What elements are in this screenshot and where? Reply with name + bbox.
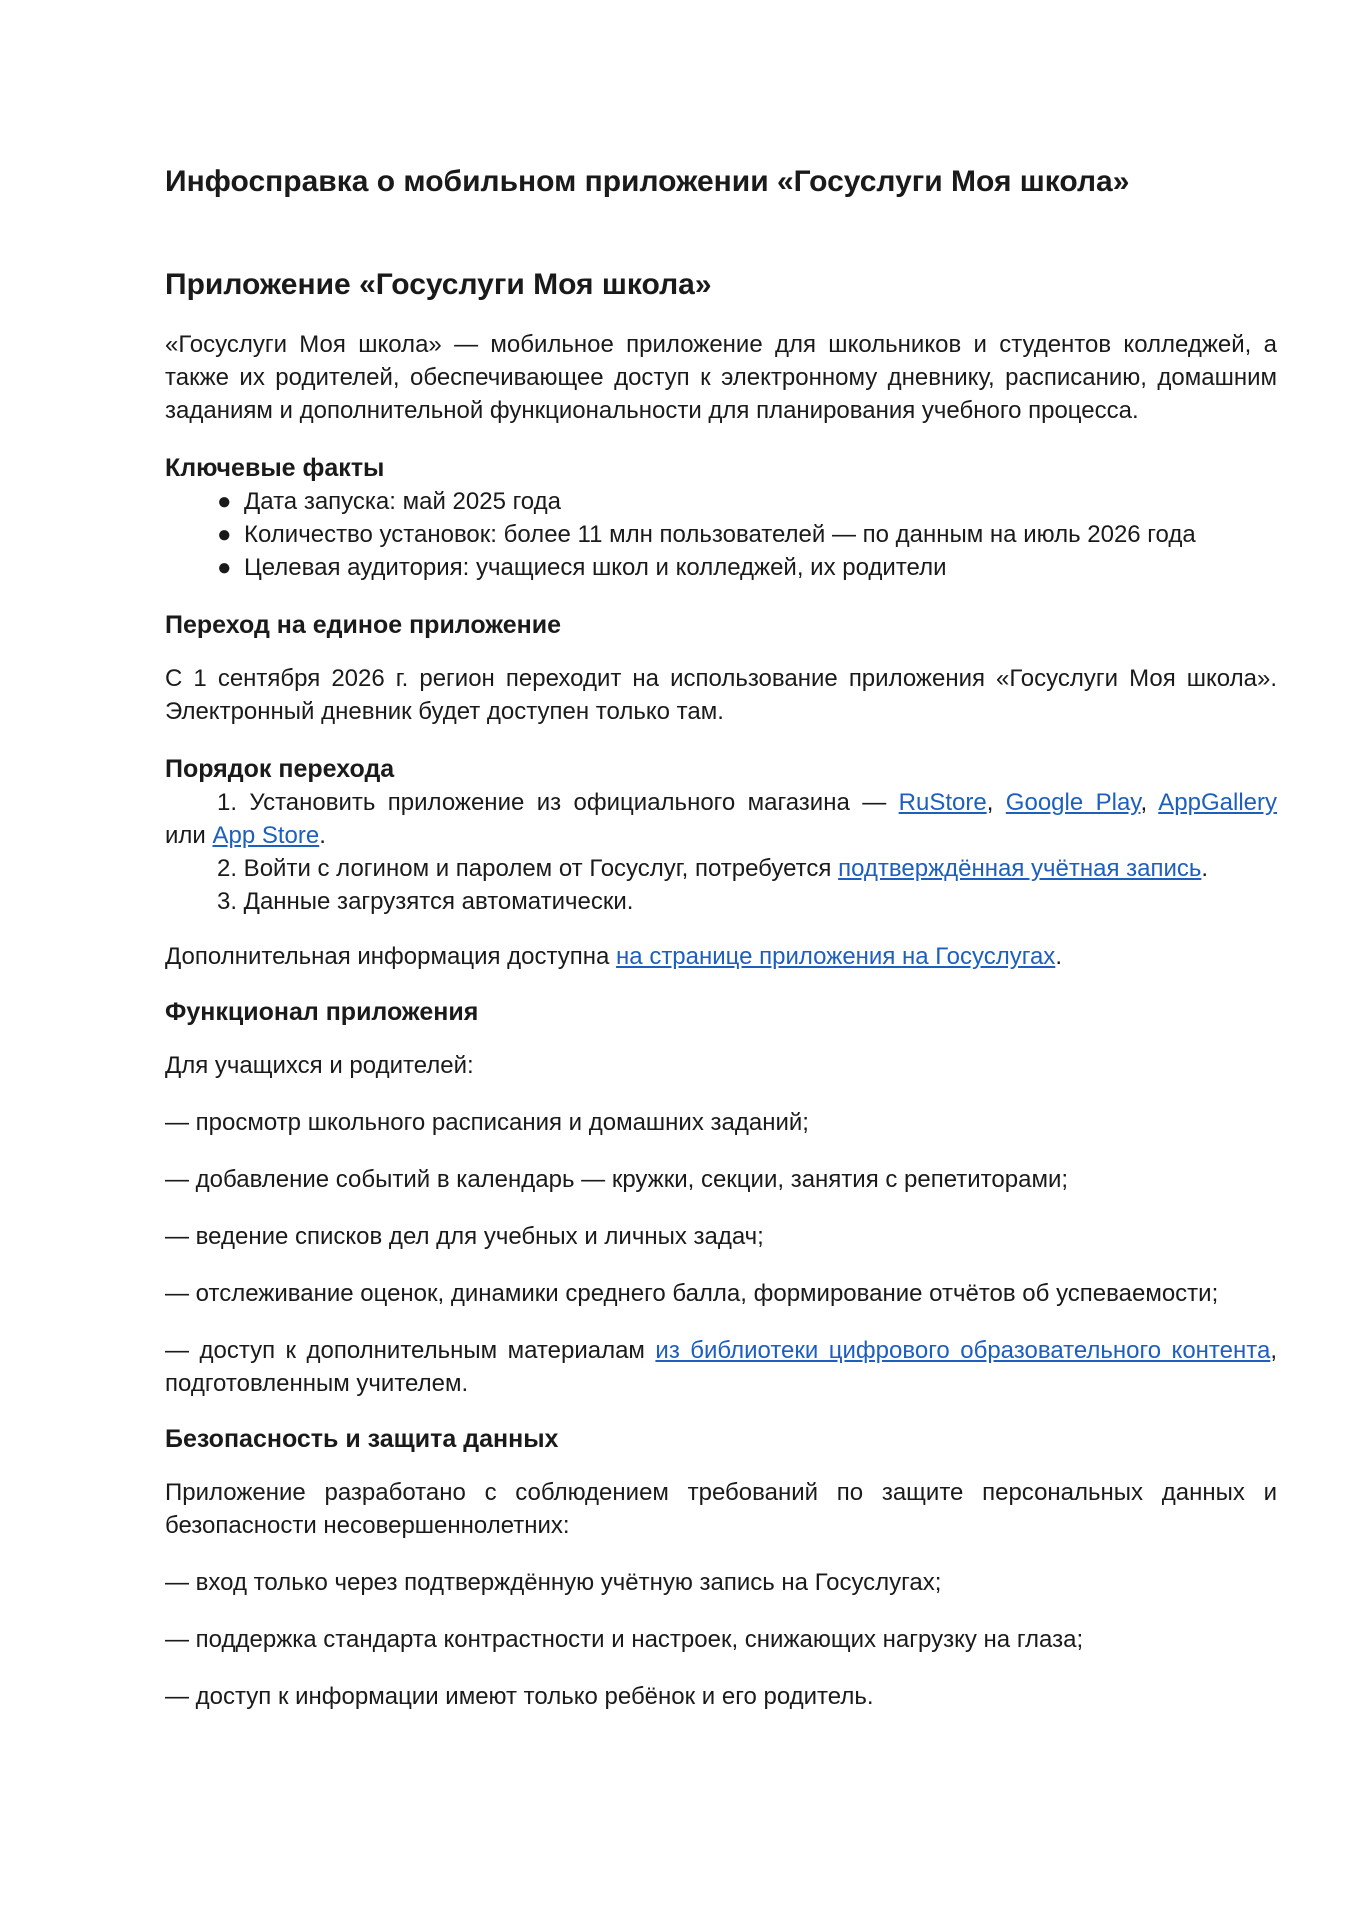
list-item: ● Целевая аудитория: учащиеся школ и колледжей, их родители xyxy=(217,551,1277,584)
google-play-link[interactable]: Google Play xyxy=(1005,789,1141,816)
security-item: — доступ к информации имеют только ребёнок и его родитель. xyxy=(165,1683,874,1710)
verified-account-link[interactable]: подтверждённая учётная запись xyxy=(838,855,1202,882)
bullet-icon: ● xyxy=(217,554,232,581)
security-item: — поддержка стандарта контрастности и настроек, снижающих нагрузку на глаза; xyxy=(165,1626,1084,1653)
feature-item: — просмотр школьного расписания и домашних заданий; xyxy=(165,1109,809,1136)
step-2: 2. Войти с логином и паролем от Госуслуг, потребуется подтверждённая учётная запись. xyxy=(217,855,1209,882)
bullet-icon: ● xyxy=(217,521,232,548)
gosuslugi-app-page-link[interactable]: на странице приложения на Госуслугах xyxy=(616,943,1056,970)
rustore-link[interactable]: RuStore xyxy=(898,789,987,816)
feature-item: — ведение списков дел для учебных и личных задач; xyxy=(165,1223,764,1250)
feature-item: — добавление событий в календарь — кружки, секции, занятия с репетиторами; xyxy=(165,1166,1069,1193)
features-heading: Функционал приложения xyxy=(165,998,479,1026)
list-item: ● Дата запуска: май 2025 года xyxy=(217,485,1277,518)
features-intro: Для учащихся и родителей: xyxy=(165,1052,474,1079)
app-section-heading: Приложение «Госуслуги Моя школа» xyxy=(165,268,712,301)
security-item: — вход только через подтверждённую учётную запись на Госуслугах; xyxy=(165,1569,942,1596)
page-title: Инфосправка о мобильном приложении «Госуслуги Моя школа» xyxy=(165,165,1130,198)
feature-item: — отслеживание оценок, динамики среднего балла, формирование отчётов об успеваемости; xyxy=(165,1280,1219,1307)
list-item: ● Количество установок: более 11 млн пользователей — по данным на июль 2026 года xyxy=(217,518,1277,551)
step-1: 1. Установить приложение из официального магазина — RuStore, Google Play, AppGallery xyxy=(217,789,1278,816)
step-1-continuation: или App Store. xyxy=(165,822,326,849)
security-heading: Безопасность и защита данных xyxy=(165,1425,559,1453)
procedure-steps xyxy=(165,786,1277,918)
procedure-heading: Порядок перехода xyxy=(165,755,395,783)
app-store-link[interactable]: App Store xyxy=(212,822,320,849)
bullet-icon: ● xyxy=(217,488,232,515)
app-intro-paragraph: «Госуслуги Моя школа» — мобильное приложение для школьников и студентов колледжей, а также их родителей, обеспечивающее доступ к электронному дневнику, расписанию, домашним заданиям и дополнительной функциональности для планирования учебного процесса. xyxy=(165,331,1277,424)
security-intro: Приложение разработано с соблюдением требований по защите персональных данных и безопасности несовершеннолетних: xyxy=(165,1479,1277,1539)
digital-content-library-link[interactable]: из библиотеки цифрового образовательного контента xyxy=(655,1337,1271,1364)
transition-heading: Переход на единое приложение xyxy=(165,611,561,639)
document-content xyxy=(165,160,1277,1713)
key-facts-list xyxy=(165,485,1277,584)
feature-item-library: — доступ к дополнительным материалам из библиотеки цифрового образовательного контента, подготовленным учителем. xyxy=(165,1337,1277,1397)
key-facts-heading: Ключевые факты xyxy=(165,454,385,482)
step-3: 3. Данные загрузятся автоматически. xyxy=(217,888,634,915)
appgallery-link[interactable]: AppGallery xyxy=(1158,789,1278,816)
transition-paragraph: С 1 сентября 2026 г. регион переходит на использование приложения «Госуслуги Моя школа». Электронный дневник будет доступен только там. xyxy=(165,665,1277,725)
more-info-paragraph: Дополнительная информация доступна на странице приложения на Госуслугах. xyxy=(165,943,1062,970)
